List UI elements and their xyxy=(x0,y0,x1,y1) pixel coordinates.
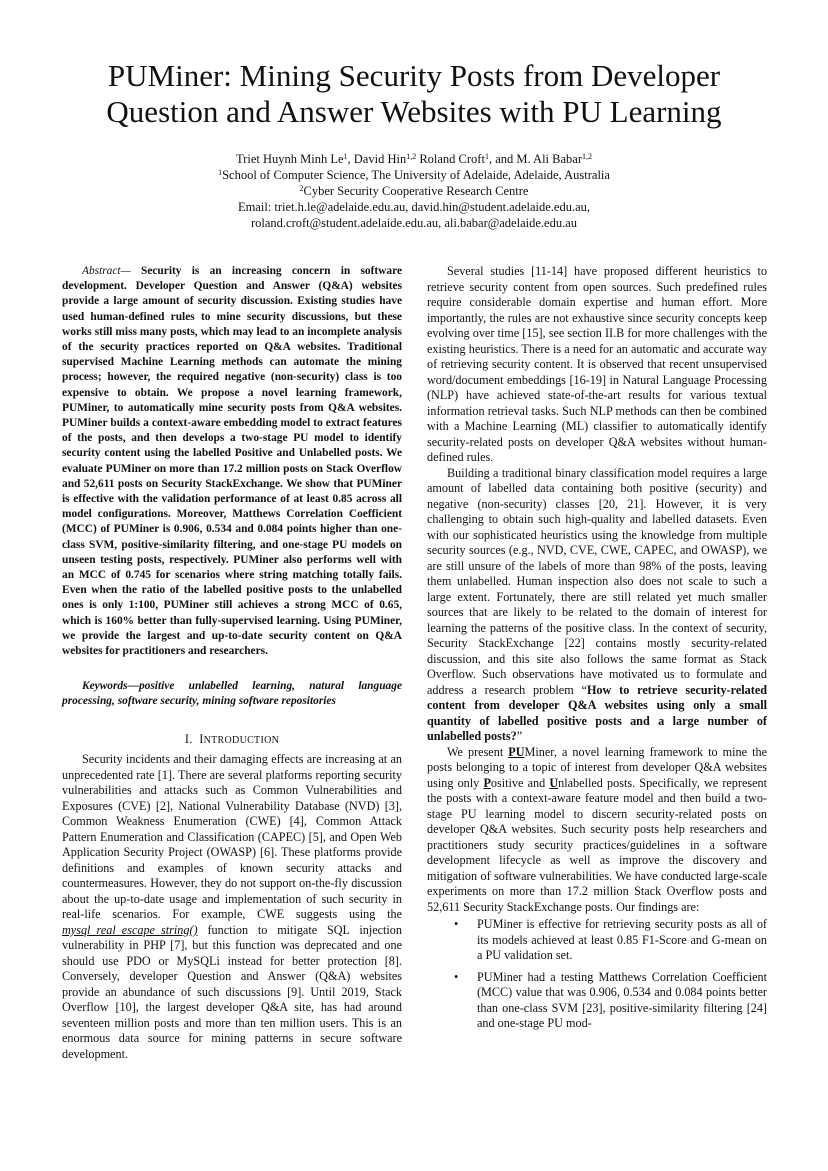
research-question: How to retrieve security-related content from developer Q&A websites using only a small quantity of labelled positive posts and a large number of unlabelled posts? xyxy=(427,682,768,743)
author-3: Roland Croft xyxy=(416,152,485,166)
title-line-1: PUMiner: Mining Security Posts from Developer xyxy=(107,58,721,93)
intro-paragraph-4 xyxy=(427,745,767,916)
section-heading-introduction xyxy=(62,732,402,749)
affil-mark: 1 xyxy=(484,152,489,161)
intro-p3-text: Building a traditional binary classification model requires a large amount of labelled data containing both positive (security) and negative (non-security) classes [20, 21]. However, it is very challenging to obtain such high-quality and labelled datasets. Even with our sophisticated heuristics using the knowledge from multiple security sources (e.g., NVD, CVE, CWE, CAPEC, and OWASP), we are still unsure of the labels of more than 98% of the posts, leaving them unlabelled. Human inspection also does not scale to such a large extent. Fortunately, there are still related yet much smaller sources that are likely to be related to the domain of interest for learning the patterns of the positive class. In the context of security, Security StackExchange [22] contains mostly security-related discussion, and this site also follows the same format as Stack Overflow. Such observations have motivated us to formulate and address a research problem “ xyxy=(427,465,767,697)
keywords: Keywords—positive unlabelled learning, natural language processing, software security, mining software repositories xyxy=(62,680,402,708)
inline-code: mysql_real_escape_string() xyxy=(62,922,198,937)
p4-underline-u: U xyxy=(549,775,559,790)
list-item xyxy=(427,917,767,964)
author-block xyxy=(60,151,768,231)
p4-underline-pu: PU xyxy=(508,744,525,759)
findings-list xyxy=(427,917,767,1032)
intro-paragraph-1 xyxy=(62,752,402,1062)
affil-mark: 1,2 xyxy=(582,152,592,161)
affiliation-1 xyxy=(60,167,768,183)
finding-text: PUMiner is effective for retrieving security posts as all of its models achieved at least 0.85 F1-Score and G-mean on a PU validation set. xyxy=(477,917,767,962)
bullet-icon: • xyxy=(454,917,459,931)
author-2: , David Hin xyxy=(347,152,407,166)
affiliation-2 xyxy=(60,183,768,199)
p4-text-3: ositive and xyxy=(490,775,550,790)
p4-underline-p: P xyxy=(483,775,491,790)
paper-title xyxy=(60,58,768,130)
affiliation-2-text: Cyber Security Cooperative Research Centre xyxy=(303,184,529,198)
right-column xyxy=(427,264,767,1038)
section-title-rest: NTRODUCTION xyxy=(203,734,280,746)
email-line-2: roland.croft@student.adelaide.edu.au, ali.babar@adelaide.edu.au xyxy=(250,216,577,230)
abstract xyxy=(62,264,402,659)
quote-close: ” xyxy=(516,729,523,743)
section-title-initial: I xyxy=(199,731,204,746)
abstract-body: Security is an increasing concern in software development. Developer Question and Answer (Q&A) websites provide a large amount of security discussion. Existing studies have used human-defined rules to mine security discussions, but these works still miss many posts, which may lead to an incomplete analysis of the security practices reported on Q&A websites. Traditional supervised Machine Learning methods can automate the mining process; however, the required negative (non-security) class is too expensive to obtain. We propose a novel learning framework, PUMiner, to automatically mine security posts from Q&A websites. PUMiner builds a context-aware embedding model to extract features of the posts, and then develops a two-stage PU model to identify security content using the labelled Positive and Unlabelled posts. We evaluate PUMiner on more than 17.2 million posts on Stack Overflow and 52,611 posts on Security StackExchange. We show that PUMiner is effective with the validation performance of at least 0.85 across all model configurations. Moreover, Matthews Correlation Coefficient (MCC) of PUMiner is 0.906, 0.534 and 0.084 points higher than one-class SVM, positive-similarity filtering, and one-stage PU models on unseen testing posts, respectively. PUMiner also performs well with an MCC of 0.745 for scenarios where string matching totally fails. Even when the ratio of the labelled positive posts to the unlabelled ones is only 1:100, PUMiner still achieves a strong MCC of 0.65, which is 160% better than fully-supervised learning. Using PUMiner, we provide the largest and up-to-date security content on Q&A websites for practitioners and researchers. xyxy=(62,265,402,658)
intro-p1-text-b: function to mitigate SQL injection vulnerability in PHP [7], but this function was deprecated and one should use PDO or MySQLi instead for better protection [8]. Conversely, developer Question and Answer (Q&A) websites provide an abundance of such discussions [9]. Until 2019, Stack Overflow [10], the largest developer Q&A site, has had around seventeen million posts and more than ten million users. This is an enormous data source for mining patterns in secure software development. xyxy=(62,922,402,1061)
author-1: Triet Huynh Minh Le xyxy=(235,152,344,166)
email-line-1: Email: triet.h.le@adelaide.edu.au, david.hin@student.adelaide.edu.au, xyxy=(237,200,591,214)
author-names xyxy=(60,151,768,167)
p4-text-1: We present xyxy=(447,744,509,759)
affil-mark: 1,2 xyxy=(406,152,417,161)
finding-text: PUMiner had a testing Matthews Correlation Coefficient (MCC) value that was 0.906, 0.534 and 0.084 points better than one-class SVM [23], positive-similarity filtering [24] and one-stage PU mod- xyxy=(477,969,767,1030)
section-number: I. xyxy=(184,731,193,746)
bullet-icon: • xyxy=(454,969,459,984)
left-column xyxy=(62,264,402,1062)
p4-text-2: Miner, a novel learning framework to mine the posts belonging to a topic of interest from developer Q&A websites using only xyxy=(427,744,767,790)
intro-p1-text-a: Security incidents and their damaging effects are increasing at an unprecedented rate [1]. There are several platforms reporting security vulnerabilities and attacks such as Common Vulnerabilities and Exposures (CVE) [2], National Vulnerability Database (NVD) [3], Common Weakness Enumeration (CWE) [4], Common Attack Pattern Enumeration and Classification (CAPEC) [5], and Open Web Application Security Project (OWASP) [6]. These platforms provide definitions and examples of known security attacks and countermeasures. However, they do not support on-the-fly discussion about the up-to-date usage and implementation of such security in real-life scenarios. For example, CWE suggests using the xyxy=(62,752,402,922)
list-item xyxy=(427,970,767,1032)
p4-text-4: nlabelled posts. Specifically, we represent the posts with a context-aware feature model and then build a two-stage PU learning model to discern security-related posts on developer Q&A websites. Such security posts help researchers and practitioners study security practices/guidelines in a software development lifecycle as well as improve the discovery and mitigation of software vulnerabilities. We have conducted large-scale experiments on more than 17.2 million Stack Overflow posts and 52,611 Security StackExchange posts. Our findings are: xyxy=(427,775,767,914)
abstract-lead: Abstract— xyxy=(82,265,131,277)
intro-paragraph-2: Several studies [11-14] have proposed different heuristics to retrieve security content from open sources. Such predefined rules require considerable domain expertise and human effort. More importantly, the rules are not exhaustive since security concepts keep evolving over time [15], see section II.B for more challenges with the existing heuristics. There is a need for an automatic and accurate way of retrieving security content. It is observed that recent unsupervised word/document embeddings [16-19] in Natural Language Processing (NLP) have achieved state-of-the-art results for various textual information retrieval tasks. Such NLP methods can then be combined with a Machine Learning (ML) classifier to automatically identify security-related posts on developer Q&A websites without human-defined rules. xyxy=(427,264,767,464)
affil-mark: 2 xyxy=(299,184,304,193)
intro-paragraph-3 xyxy=(427,466,767,745)
affil-mark: 1 xyxy=(218,168,223,177)
affil-mark: 1 xyxy=(343,152,348,161)
affiliation-1-text: School of Computer Science, The University of Adelaide, Adelaide, Australia xyxy=(222,168,610,182)
author-4: , and M. Ali Babar xyxy=(488,152,582,166)
title-line-2: Question and Answer Websites with PU Learning xyxy=(106,94,722,129)
